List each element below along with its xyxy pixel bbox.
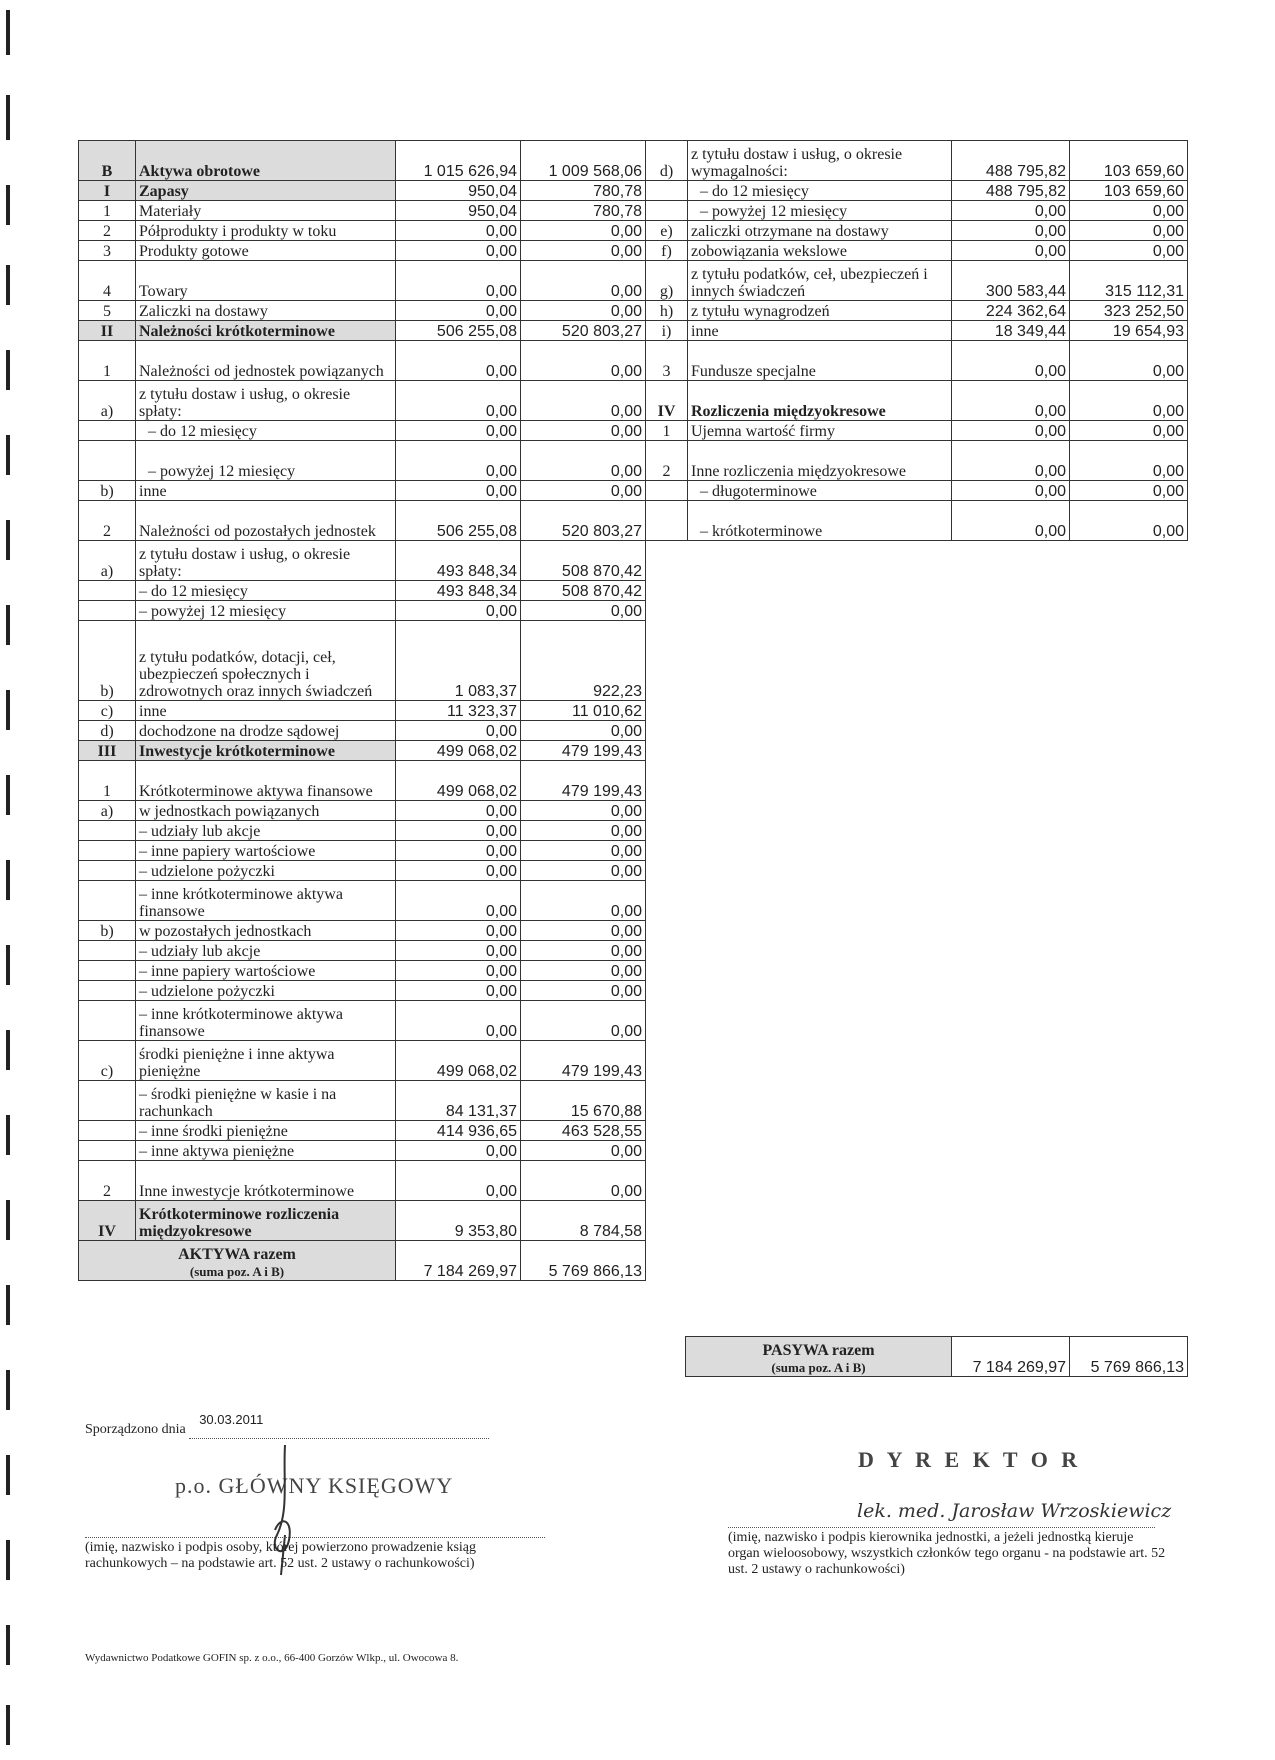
assets-row-value-1: 499 068,02 <box>396 761 521 801</box>
assets-row-value-2: 0,00 <box>521 601 646 621</box>
liabilities-row-value-2: 0,00 <box>1070 221 1188 241</box>
liabilities-row <box>646 201 1188 221</box>
assets-row-label: – udzielone pożyczki <box>136 861 396 881</box>
assets-row-value-1: 414 936,65 <box>396 1121 521 1141</box>
assets-row <box>79 1141 646 1161</box>
liabilities-row <box>646 321 1188 341</box>
liabilities-row-value-1: 0,00 <box>952 481 1070 501</box>
liabilities-row-value-2: 315 112,31 <box>1070 261 1188 301</box>
assets-row-value-2: 0,00 <box>521 841 646 861</box>
liabilities-row-code: i) <box>646 321 688 341</box>
assets-row-value-2: 479 199,43 <box>521 741 646 761</box>
assets-row-value-2: 0,00 <box>521 801 646 821</box>
liabilities-row-value-1: 0,00 <box>952 221 1070 241</box>
prepared-line <box>85 1412 489 1439</box>
assets-row <box>79 1161 646 1201</box>
liabilities-row-code: 1 <box>646 421 688 441</box>
assets-row <box>79 501 646 541</box>
assets-row-code: 2 <box>79 501 136 541</box>
assets-row <box>79 921 646 941</box>
assets-row-code <box>79 1141 136 1161</box>
assets-row-code: d) <box>79 721 136 741</box>
assets-row <box>79 701 646 721</box>
assets-row <box>79 861 646 881</box>
assets-row-code: b) <box>79 921 136 941</box>
liabilities-row-label: Inne rozliczenia międzyokresowe <box>688 441 952 481</box>
liabilities-row-value-1: 0,00 <box>952 201 1070 221</box>
assets-row-code: b) <box>79 481 136 501</box>
assets-row-value-1: 0,00 <box>396 881 521 921</box>
assets-row <box>79 1201 646 1241</box>
assets-row-value-2: 0,00 <box>521 861 646 881</box>
assets-row <box>79 1081 646 1121</box>
assets-total-title: AKTYWA razem <box>178 1246 296 1263</box>
liabilities-row <box>646 181 1188 201</box>
liabilities-row-value-1: 224 362,64 <box>952 301 1070 321</box>
assets-row-label: Krótkoterminowe aktywa finansowe <box>136 761 396 801</box>
assets-row-label: Materiały <box>136 201 396 221</box>
liabilities-total-label <box>686 1337 952 1377</box>
assets-row-value-2: 0,00 <box>521 1001 646 1041</box>
accountant-stamp: p.o. GŁÓWNY KSIĘGOWY <box>175 1473 454 1498</box>
assets-row <box>79 541 646 581</box>
assets-row-code: III <box>79 741 136 761</box>
assets-row-code <box>79 1001 136 1041</box>
liabilities-row-code: 2 <box>646 441 688 481</box>
prepared-date: 30.03.2011 <box>199 1412 264 1427</box>
assets-row-label: Półprodukty i produkty w toku <box>136 221 396 241</box>
liabilities-row-label: z tytułu wynagrodzeń <box>688 301 952 321</box>
prepared-date-field <box>189 1412 489 1439</box>
assets-row <box>79 1001 646 1041</box>
liabilities-row <box>646 441 1188 481</box>
assets-row-value-2: 0,00 <box>521 941 646 961</box>
assets-row-code <box>79 961 136 981</box>
assets-row-value-1: 0,00 <box>396 921 521 941</box>
assets-row <box>79 441 646 481</box>
assets-row-label: – inne papiery wartościowe <box>136 961 396 981</box>
liabilities-row-label: Rozliczenia międzyokresowe <box>688 381 952 421</box>
assets-row-value-2: 0,00 <box>521 981 646 1001</box>
liabilities-row-value-2: 0,00 <box>1070 501 1188 541</box>
assets-row-code: IV <box>79 1201 136 1241</box>
assets-row-value-2: 0,00 <box>521 1141 646 1161</box>
liabilities-row-code <box>646 501 688 541</box>
assets-row <box>79 421 646 441</box>
assets-row-label: środki pieniężne i inne aktywa pieniężne <box>136 1041 396 1081</box>
liabilities-row-code: g) <box>646 261 688 301</box>
assets-row-value-1: 493 848,34 <box>396 541 521 581</box>
liabilities-row-code: f) <box>646 241 688 261</box>
liabilities-row-label: inne <box>688 321 952 341</box>
assets-row <box>79 981 646 1001</box>
assets-row-value-1: 506 255,08 <box>396 321 521 341</box>
assets-row-label: – środki pieniężne w kasie i na rachunkach <box>136 1081 396 1121</box>
assets-row-label: z tytułu dostaw i usług, o okresie spłaty: <box>136 381 396 421</box>
liabilities-row-value-2: 0,00 <box>1070 201 1188 221</box>
assets-row-value-1: 9 353,80 <box>396 1201 521 1241</box>
assets-row-value-2: 0,00 <box>521 221 646 241</box>
assets-row-value-2: 0,00 <box>521 241 646 261</box>
assets-row-code: 3 <box>79 241 136 261</box>
assets-row-value-2: 0,00 <box>521 481 646 501</box>
liabilities-row-value-2: 0,00 <box>1070 341 1188 381</box>
assets-row-label: Produkty gotowe <box>136 241 396 261</box>
liabilities-row-label: z tytułu podatków, ceł, ubezpieczeń i innych świadczeń <box>688 261 952 301</box>
assets-row-value-2: 0,00 <box>521 821 646 841</box>
director-caption: (imię, nazwisko i podpis kierownika jednostki, a jeżeli jednostką kieruje organ wieloosobowy, wszystkich członków tego organu - na podstawie art. 52 ust. 2 ustawy o rachunkowości) <box>728 1530 1166 1577</box>
assets-row-value-1: 0,00 <box>396 601 521 621</box>
assets-row-value-1: 11 323,37 <box>396 701 521 721</box>
assets-row-label: – inne krótkoterminowe aktywa finansowe <box>136 1001 396 1041</box>
assets-row-value-1: 0,00 <box>396 221 521 241</box>
assets-row-value-2: 0,00 <box>521 261 646 301</box>
assets-row <box>79 741 646 761</box>
assets-row-value-2: 479 199,43 <box>521 761 646 801</box>
assets-total-row <box>79 1241 646 1281</box>
assets-table <box>78 140 646 1281</box>
assets-row-value-1: 950,04 <box>396 201 521 221</box>
assets-row <box>79 801 646 821</box>
assets-row-value-2: 479 199,43 <box>521 1041 646 1081</box>
accountant-signature-line <box>85 1537 545 1538</box>
assets-row-label: Zapasy <box>136 181 396 201</box>
liabilities-row-code: IV <box>646 381 688 421</box>
liabilities-row <box>646 221 1188 241</box>
assets-row-code: 2 <box>79 221 136 241</box>
assets-row-label: Należności od jednostek powiązanych <box>136 341 396 381</box>
assets-row-value-1: 0,00 <box>396 481 521 501</box>
assets-row-code: I <box>79 181 136 201</box>
liabilities-row-value-1: 0,00 <box>952 341 1070 381</box>
assets-row-value-1: 0,00 <box>396 821 521 841</box>
liabilities-row-code: h) <box>646 301 688 321</box>
assets-row-label: inne <box>136 481 396 501</box>
assets-row-code: B <box>79 141 136 181</box>
liabilities-row <box>646 501 1188 541</box>
assets-row <box>79 181 646 201</box>
assets-row-value-2: 11 010,62 <box>521 701 646 721</box>
assets-row-code <box>79 441 136 481</box>
liabilities-total-value-2: 5 769 866,13 <box>1070 1337 1188 1377</box>
assets-row-value-1: 493 848,34 <box>396 581 521 601</box>
assets-total-value-2: 5 769 866,13 <box>521 1241 646 1281</box>
assets-total-label <box>79 1241 396 1281</box>
assets-row-label: z tytułu podatków, dotacji, ceł, ubezpieczeń społecznych i zdrowotnych oraz innych świadczeń <box>136 621 396 701</box>
assets-row <box>79 381 646 421</box>
assets-row-label: Należności od pozostałych jednostek <box>136 501 396 541</box>
liabilities-row <box>646 261 1188 301</box>
assets-row-label: Inne inwestycje krótkoterminowe <box>136 1161 396 1201</box>
assets-row-value-2: 780,78 <box>521 201 646 221</box>
liabilities-row <box>646 481 1188 501</box>
assets-row-code: a) <box>79 541 136 581</box>
assets-row-code <box>79 1121 136 1141</box>
assets-row-value-1: 0,00 <box>396 241 521 261</box>
director-stamp: D Y R E K T O R <box>858 1447 1082 1472</box>
assets-row-label: – do 12 miesięcy <box>136 421 396 441</box>
liabilities-row-value-2: 0,00 <box>1070 241 1188 261</box>
assets-row-value-2: 0,00 <box>521 721 646 741</box>
assets-row <box>79 941 646 961</box>
assets-row-value-2: 508 870,42 <box>521 541 646 581</box>
assets-row-value-2: 520 803,27 <box>521 321 646 341</box>
assets-row <box>79 341 646 381</box>
assets-row-label: w pozostałych jednostkach <box>136 921 396 941</box>
liabilities-total-title: PASYWA razem <box>762 1342 875 1359</box>
assets-row-label: – inne papiery wartościowe <box>136 841 396 861</box>
liabilities-row-value-1: 0,00 <box>952 241 1070 261</box>
assets-row-label: – inne środki pieniężne <box>136 1121 396 1141</box>
assets-row-value-1: 1 015 626,94 <box>396 141 521 181</box>
liabilities-row-value-1: 18 349,44 <box>952 321 1070 341</box>
assets-row-value-1: 0,00 <box>396 801 521 821</box>
liabilities-row <box>646 381 1188 421</box>
assets-row-value-1: 0,00 <box>396 1001 521 1041</box>
assets-row <box>79 621 646 701</box>
liabilities-table <box>645 140 1188 541</box>
liabilities-row <box>646 301 1188 321</box>
assets-row-value-2: 520 803,27 <box>521 501 646 541</box>
assets-row-label: – do 12 miesięcy <box>136 581 396 601</box>
assets-total-subtitle: (suma poz. A i B) <box>189 1264 285 1279</box>
assets-row-value-2: 922,23 <box>521 621 646 701</box>
assets-row-label: – inne krótkoterminowe aktywa finansowe <box>136 881 396 921</box>
assets-row-label: – powyżej 12 miesięcy <box>136 441 396 481</box>
liabilities-row-label: z tytułu dostaw i usług, o okresie wymagalności: <box>688 141 952 181</box>
liabilities-row-value-1: 300 583,44 <box>952 261 1070 301</box>
assets-row-label: Zaliczki na dostawy <box>136 301 396 321</box>
liabilities-row-value-2: 19 654,93 <box>1070 321 1188 341</box>
assets-row-label: Inwestycje krótkoterminowe <box>136 741 396 761</box>
assets-row-label: Aktywa obrotowe <box>136 141 396 181</box>
assets-row <box>79 201 646 221</box>
assets-row-label: – udzielone pożyczki <box>136 981 396 1001</box>
assets-row-code <box>79 1081 136 1121</box>
liabilities-row-label: Fundusze specjalne <box>688 341 952 381</box>
assets-row-label: – udziały lub akcje <box>136 941 396 961</box>
assets-row <box>79 481 646 501</box>
assets-row-value-2: 1 009 568,06 <box>521 141 646 181</box>
assets-row-code <box>79 881 136 921</box>
assets-row-code: a) <box>79 381 136 421</box>
assets-row-code <box>79 421 136 441</box>
assets-row <box>79 301 646 321</box>
assets-row-code: a) <box>79 801 136 821</box>
liabilities-row-code: d) <box>646 141 688 181</box>
assets-row-value-2: 0,00 <box>521 921 646 941</box>
assets-row <box>79 841 646 861</box>
liabilities-row <box>646 421 1188 441</box>
assets-row-value-1: 0,00 <box>396 981 521 1001</box>
liabilities-row-code <box>646 181 688 201</box>
assets-row-value-1: 0,00 <box>396 961 521 981</box>
liabilities-row-value-2: 103 659,60 <box>1070 181 1188 201</box>
assets-row <box>79 881 646 921</box>
accountant-caption: (imię, nazwisko i podpis osoby, której powierzono prowadzenie ksiąg rachunkowych – na podstawie art. 52 ust. 2 ustawy o rachunkowości) <box>85 1540 477 1571</box>
assets-row-value-1: 499 068,02 <box>396 1041 521 1081</box>
prepared-label: Sporządzono dnia <box>85 1422 186 1437</box>
assets-row-code <box>79 821 136 841</box>
assets-row-code <box>79 941 136 961</box>
assets-row-label: Krótkoterminowe rozliczenia międzyokresowe <box>136 1201 396 1241</box>
liabilities-row-value-2: 0,00 <box>1070 421 1188 441</box>
assets-row <box>79 321 646 341</box>
assets-row-code: 4 <box>79 261 136 301</box>
director-name: lek. med. Jarosław Wrzoskiewicz <box>857 1500 1172 1522</box>
assets-row-value-2: 0,00 <box>521 341 646 381</box>
assets-row <box>79 821 646 841</box>
assets-row-value-2: 8 784,58 <box>521 1201 646 1241</box>
assets-row-code: c) <box>79 1041 136 1081</box>
assets-row <box>79 141 646 181</box>
assets-row-code: b) <box>79 621 136 701</box>
assets-row-value-2: 0,00 <box>521 961 646 981</box>
assets-row-code: 1 <box>79 201 136 221</box>
assets-row-value-2: 508 870,42 <box>521 581 646 601</box>
assets-row-code: 2 <box>79 1161 136 1201</box>
liabilities-row-value-2: 0,00 <box>1070 481 1188 501</box>
liabilities-row-value-1: 488 795,82 <box>952 181 1070 201</box>
assets-row-label: dochodzone na drodze sądowej <box>136 721 396 741</box>
assets-row-value-1: 0,00 <box>396 441 521 481</box>
assets-row-code: II <box>79 321 136 341</box>
liabilities-row-value-2: 323 252,50 <box>1070 301 1188 321</box>
liabilities-row <box>646 141 1188 181</box>
liabilities-row-value-1: 0,00 <box>952 421 1070 441</box>
assets-row-value-1: 0,00 <box>396 421 521 441</box>
assets-row-value-1: 84 131,37 <box>396 1081 521 1121</box>
liabilities-row-label: – do 12 miesięcy <box>688 181 952 201</box>
assets-row <box>79 581 646 601</box>
assets-row-code <box>79 861 136 881</box>
assets-row <box>79 961 646 981</box>
assets-row-label: w jednostkach powiązanych <box>136 801 396 821</box>
assets-row-value-1: 0,00 <box>396 841 521 861</box>
assets-row-label: – inne aktywa pieniężne <box>136 1141 396 1161</box>
assets-row <box>79 1041 646 1081</box>
liabilities-row-label: zaliczki otrzymane na dostawy <box>688 221 952 241</box>
assets-row-value-2: 0,00 <box>521 421 646 441</box>
assets-row-value-2: 780,78 <box>521 181 646 201</box>
assets-row-label: – udziały lub akcje <box>136 821 396 841</box>
assets-row <box>79 241 646 261</box>
liabilities-row-value-1: 0,00 <box>952 381 1070 421</box>
assets-row-value-1: 499 068,02 <box>396 741 521 761</box>
liabilities-row-value-2: 0,00 <box>1070 381 1188 421</box>
director-signature-line <box>728 1527 1155 1528</box>
liabilities-row-label: – krótkoterminowe <box>688 501 952 541</box>
assets-row-label: Należności krótkoterminowe <box>136 321 396 341</box>
liabilities-row-code <box>646 481 688 501</box>
assets-total-value-1: 7 184 269,97 <box>396 1241 521 1281</box>
assets-row-code: 1 <box>79 761 136 801</box>
assets-row <box>79 721 646 741</box>
assets-row-value-1: 0,00 <box>396 341 521 381</box>
assets-row-code <box>79 601 136 621</box>
liabilities-row-value-1: 488 795,82 <box>952 141 1070 181</box>
liabilities-row-code <box>646 201 688 221</box>
assets-row-value-1: 0,00 <box>396 861 521 881</box>
liabilities-row-code: 3 <box>646 341 688 381</box>
assets-row-value-2: 0,00 <box>521 301 646 321</box>
liabilities-row <box>646 241 1188 261</box>
liabilities-row-label: – powyżej 12 miesięcy <box>688 201 952 221</box>
liabilities-row-value-2: 0,00 <box>1070 441 1188 481</box>
assets-row-value-1: 0,00 <box>396 301 521 321</box>
liabilities-row-label: zobowiązania wekslowe <box>688 241 952 261</box>
assets-row <box>79 261 646 301</box>
assets-row-value-1: 0,00 <box>396 721 521 741</box>
assets-row-value-1: 1 083,37 <box>396 621 521 701</box>
liabilities-total-row <box>686 1337 1188 1377</box>
assets-row-code <box>79 981 136 1001</box>
assets-row-code: 1 <box>79 341 136 381</box>
assets-row <box>79 761 646 801</box>
liabilities-row-label: Ujemna wartość firmy <box>688 421 952 441</box>
publisher-note: Wydawnictwo Podatkowe GOFIN sp. z o.o., 66-400 Gorzów Wlkp., ul. Owocowa 8. <box>85 1652 459 1664</box>
assets-row-value-2: 0,00 <box>521 1161 646 1201</box>
assets-row-label: z tytułu dostaw i usług, o okresie spłaty: <box>136 541 396 581</box>
assets-row-value-2: 0,00 <box>521 381 646 421</box>
assets-row-label: inne <box>136 701 396 721</box>
assets-row-code: c) <box>79 701 136 721</box>
assets-row-code: 5 <box>79 301 136 321</box>
liabilities-row-code: e) <box>646 221 688 241</box>
assets-row-value-2: 0,00 <box>521 441 646 481</box>
assets-row-value-1: 0,00 <box>396 941 521 961</box>
assets-row <box>79 1121 646 1141</box>
assets-row-value-1: 950,04 <box>396 181 521 201</box>
assets-row <box>79 601 646 621</box>
assets-row-value-2: 15 670,88 <box>521 1081 646 1121</box>
liabilities-total-subtitle: (suma poz. A i B) <box>771 1360 866 1375</box>
assets-row-label: – powyżej 12 miesięcy <box>136 601 396 621</box>
assets-row-code <box>79 581 136 601</box>
liabilities-total-table <box>685 1336 1188 1377</box>
assets-row-value-1: 0,00 <box>396 1141 521 1161</box>
assets-row-value-1: 0,00 <box>396 381 521 421</box>
liabilities-row-value-1: 0,00 <box>952 441 1070 481</box>
liabilities-row <box>646 341 1188 381</box>
assets-row <box>79 221 646 241</box>
assets-row-label: Towary <box>136 261 396 301</box>
assets-row-value-2: 0,00 <box>521 881 646 921</box>
liabilities-row-label: – długoterminowe <box>688 481 952 501</box>
liabilities-total-value-1: 7 184 269,97 <box>952 1337 1070 1377</box>
assets-row-value-1: 0,00 <box>396 261 521 301</box>
assets-row-value-1: 506 255,08 <box>396 501 521 541</box>
assets-row-code <box>79 841 136 861</box>
liabilities-row-value-1: 0,00 <box>952 501 1070 541</box>
assets-row-value-2: 463 528,55 <box>521 1121 646 1141</box>
assets-row-value-1: 0,00 <box>396 1161 521 1201</box>
liabilities-row-value-2: 103 659,60 <box>1070 141 1188 181</box>
